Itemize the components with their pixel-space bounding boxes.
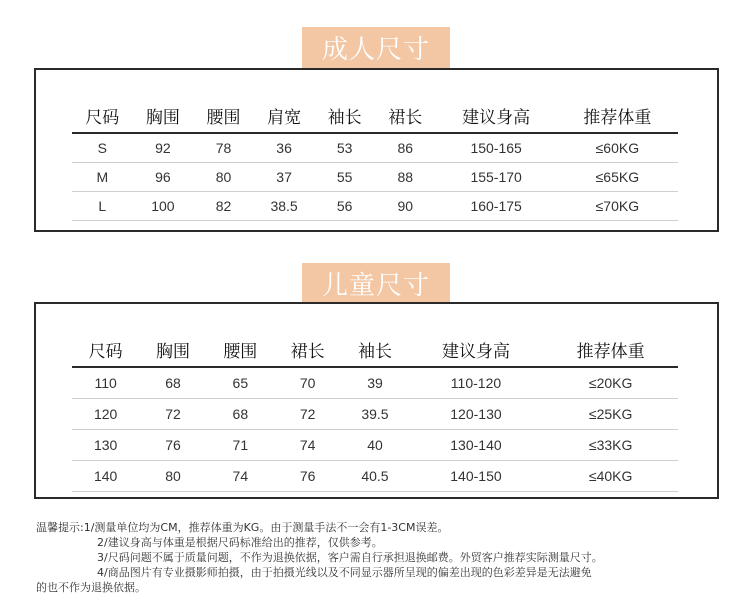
table-cell: 130-140	[409, 430, 544, 461]
note-line: 的也不作为退换依据。	[36, 581, 146, 594]
notes-section	[36, 520, 726, 595]
note-text: 1/测量单位均为CM，推荐体重为KG。由于测量手法不一会有1-3CM误差。	[83, 521, 449, 534]
adult-size-panel	[34, 68, 719, 232]
table-cell: 120-130	[409, 399, 544, 430]
table-cell: 74	[274, 430, 341, 461]
column-header: 袖长	[314, 98, 375, 133]
table-row	[72, 399, 678, 430]
table-cell: ≤25KG	[543, 399, 678, 430]
table-cell: 72	[274, 399, 341, 430]
table-row	[72, 133, 678, 163]
column-header: 腰围	[193, 98, 254, 133]
table-cell: ≤40KG	[543, 461, 678, 492]
table-cell: 92	[133, 133, 194, 163]
table-cell: 100	[133, 192, 194, 221]
table-cell: 82	[193, 192, 254, 221]
table-row	[72, 430, 678, 461]
note-line: 4/商品图片有专业摄影师拍摄，由于拍摄光线以及不同显示器所呈现的偏差出现的色彩差异是无法避免	[97, 566, 592, 579]
table-cell: 70	[274, 367, 341, 399]
column-header: 尺码	[72, 98, 133, 133]
column-header: 推荐体重	[557, 98, 678, 133]
table-cell: 76	[274, 461, 341, 492]
table-cell: 71	[207, 430, 274, 461]
table-cell: 37	[254, 163, 315, 192]
table-cell: 65	[207, 367, 274, 399]
table-cell: ≤65KG	[557, 163, 678, 192]
table-cell: 36	[254, 133, 315, 163]
table-row	[72, 367, 678, 399]
child-size-table	[72, 332, 678, 492]
table-cell: 74	[207, 461, 274, 492]
table-cell: 86	[375, 133, 436, 163]
table-row	[72, 192, 678, 221]
table-cell: 39	[341, 367, 408, 399]
table-cell: 88	[375, 163, 436, 192]
child-size-panel	[34, 302, 719, 499]
column-header: 建议身高	[409, 332, 544, 367]
table-cell: 40	[341, 430, 408, 461]
column-header: 肩宽	[254, 98, 315, 133]
table-cell: M	[72, 163, 133, 192]
column-header: 胸围	[133, 98, 194, 133]
column-header: 尺码	[72, 332, 139, 367]
column-header: 推荐体重	[543, 332, 678, 367]
table-cell: 80	[139, 461, 206, 492]
note-line	[36, 520, 726, 535]
column-header: 裙长	[375, 98, 436, 133]
table-cell: 68	[139, 367, 206, 399]
table-cell: ≤70KG	[557, 192, 678, 221]
notes-label: 温馨提示:	[36, 521, 84, 534]
table-cell: 90	[375, 192, 436, 221]
table-cell: ≤33KG	[543, 430, 678, 461]
table-header-row	[72, 332, 678, 367]
table-cell: ≤60KG	[557, 133, 678, 163]
table-cell: 38.5	[254, 192, 315, 221]
column-header: 腰围	[207, 332, 274, 367]
table-cell: 55	[314, 163, 375, 192]
table-cell: 160-175	[436, 192, 557, 221]
table-cell: 72	[139, 399, 206, 430]
note-line: 3/尺码问题不属于质量问题，不作为退换依据，客户需自行承担退换邮费。外贸客户推荐实际测量尺寸。	[97, 551, 603, 564]
table-cell: 96	[133, 163, 194, 192]
adult-size-title: 成人尺寸	[302, 27, 450, 68]
table-cell: 78	[193, 133, 254, 163]
table-cell: 140	[72, 461, 139, 492]
table-row	[72, 461, 678, 492]
table-cell: 120	[72, 399, 139, 430]
table-header-row	[72, 98, 678, 133]
child-size-title: 儿童尺寸	[302, 263, 450, 304]
note-line: 2/建议身高与体重是根据尺码标准给出的推荐，仅供参考。	[97, 536, 383, 549]
adult-size-table	[72, 98, 678, 221]
table-cell: 68	[207, 399, 274, 430]
table-row	[72, 163, 678, 192]
table-cell: 110	[72, 367, 139, 399]
table-cell: 155-170	[436, 163, 557, 192]
column-header: 胸围	[139, 332, 206, 367]
table-cell: 76	[139, 430, 206, 461]
table-cell: L	[72, 192, 133, 221]
table-cell: 80	[193, 163, 254, 192]
column-header: 建议身高	[436, 98, 557, 133]
table-cell: 56	[314, 192, 375, 221]
column-header: 裙长	[274, 332, 341, 367]
table-cell: ≤20KG	[543, 367, 678, 399]
table-cell: 40.5	[341, 461, 408, 492]
column-header: 袖长	[341, 332, 408, 367]
table-cell: 39.5	[341, 399, 408, 430]
table-cell: 53	[314, 133, 375, 163]
table-cell: S	[72, 133, 133, 163]
table-cell: 130	[72, 430, 139, 461]
table-cell: 110-120	[409, 367, 544, 399]
table-cell: 140-150	[409, 461, 544, 492]
table-cell: 150-165	[436, 133, 557, 163]
